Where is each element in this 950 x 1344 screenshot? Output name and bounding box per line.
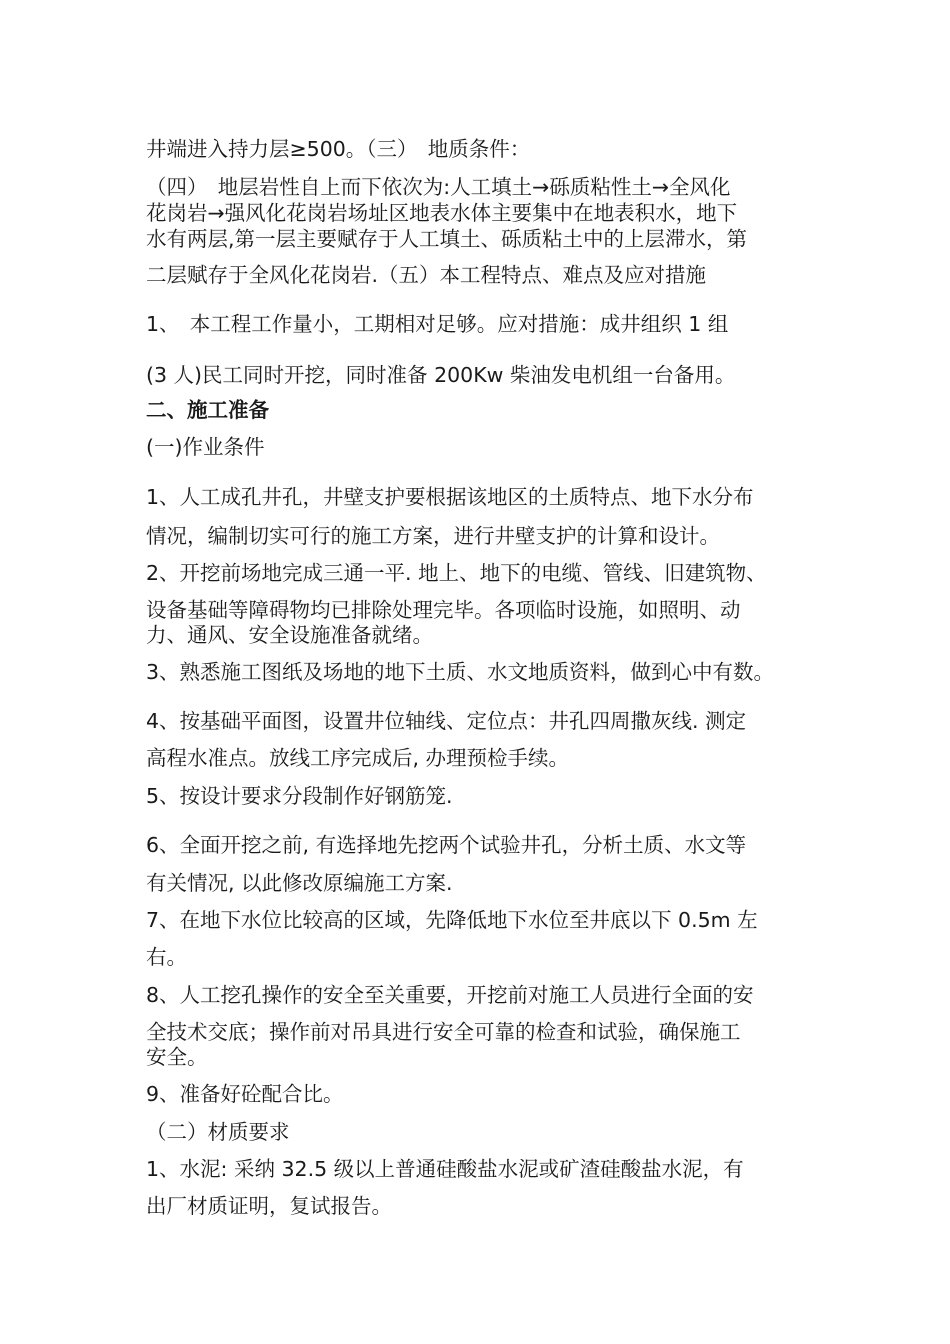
text-line: 出厂材质证明，复试报告。	[146, 1194, 392, 1218]
text-line: 情况，编制切实可行的施工方案，进行井壁支护的计算和设计。	[146, 524, 720, 548]
section-heading: 二、施工准备	[146, 398, 269, 422]
text-line: 有关情况, 以此修改原编施工方案.	[146, 871, 453, 895]
text-line: (3 人)民工同时开挖，同时准备 200Kw 柴油发电机组一台备用。	[146, 363, 736, 387]
text-line: 3、熟悉施工图纸及场地的地下土质、水文地质资料，做到心中有数。	[146, 660, 775, 684]
text-line: 设备基础等障碍物均已排除处理完毕。各项临时设施，如照明、动	[146, 598, 741, 622]
text-line: 安全。	[146, 1045, 208, 1069]
text-line: 7、在地下水位比较高的区域，先降低地下水位至井底以下 0.5m 左	[146, 908, 758, 932]
text-line: 力、通风、安全设施准备就绪。	[146, 623, 433, 647]
text-line: 水有两层,第一层主要赋存于人工填土、砾质粘土中的上层滞水，第	[146, 227, 748, 251]
text-line: 5、按设计要求分段制作好钢筋笼.	[146, 784, 453, 808]
text-line: 右。	[146, 945, 187, 969]
text-line: 9、准备好砼配合比。	[146, 1082, 344, 1106]
text-line: 1、 本工程工作量小，工期相对足够。应对措施：成井组织 1 组	[146, 312, 729, 336]
text-line: 6、全面开挖之前, 有选择地先挖两个试验井孔，分析土质、水文等	[146, 833, 747, 857]
text-line: 8、人工挖孔操作的安全至关重要，开挖前对施工人员进行全面的安	[146, 983, 754, 1007]
text-line: 4、按基础平面图，设置井位轴线、定位点：井孔四周撒灰线. 测定	[146, 709, 747, 733]
text-line: 二层赋存于全风化花岗岩.（五）本工程特点、难点及应对措施	[146, 263, 707, 287]
text-line: 井端进入持力层≥500。（三） 地质条件：	[146, 137, 531, 161]
text-line: 2、开挖前场地完成三通一平. 地上、地下的电缆、管线、旧建筑物、	[146, 561, 767, 585]
text-line: 花岗岩→强风化花岗岩场址区地表水体主要集中在地表积水，地下	[146, 201, 738, 225]
text-line: 1、水泥: 采纳 32.5 级以上普通硅酸盐水泥或矿渣硅酸盐水泥，有	[146, 1157, 744, 1181]
text-line: 高程水准点。放线工序完成后, 办理预检手续。	[146, 746, 570, 770]
text-line: （四） 地层岩性自上而下依次为:人工填土→砾质粘性土→全风化	[146, 175, 731, 199]
text-line: 全技术交底；操作前对吊具进行安全可靠的检查和试验，确保施工	[146, 1020, 741, 1044]
subsection-heading: （二）材质要求	[146, 1120, 290, 1144]
text-line: 1、人工成孔井孔，井壁支护要根据该地区的土质特点、地下水分布	[146, 485, 754, 509]
subsection-heading: (一)作业条件	[146, 435, 265, 459]
